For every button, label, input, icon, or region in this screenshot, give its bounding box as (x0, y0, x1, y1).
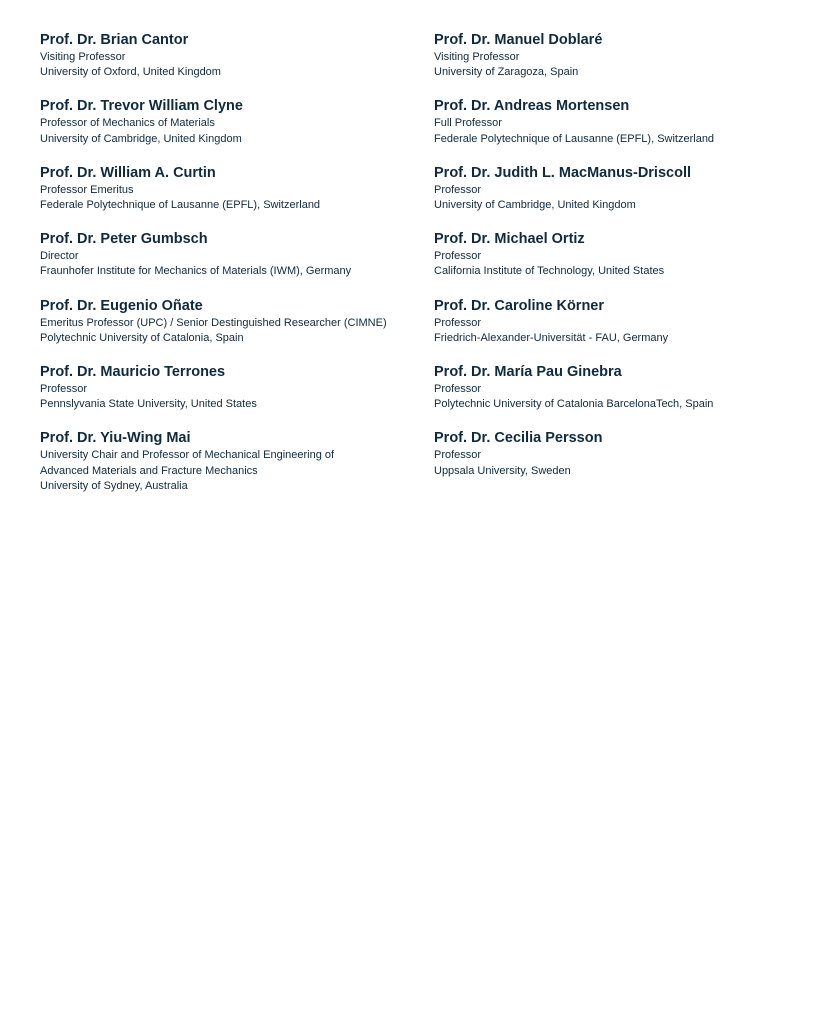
member-position: Professor (434, 316, 482, 329)
member-position: Visiting Professor (434, 51, 520, 63)
member-affiliation: Federale Polytechnique of Lausanne (EPFL), Switzerland (40, 199, 321, 212)
member-name: Prof. Dr. Michael Ortiz (434, 231, 585, 248)
member-entry (40, 164, 434, 213)
member-entry (40, 297, 434, 346)
left-column (40, 31, 434, 511)
board-listing (40, 31, 800, 511)
member-entry (434, 164, 800, 213)
member-position: University Chair and Professor of Mechanical Engineering of (40, 449, 335, 462)
member-position: Professor (434, 250, 482, 263)
member-entry (40, 363, 434, 412)
member-name: Prof. Dr. Trevor William Clyne (40, 98, 243, 115)
member-entry (434, 363, 800, 412)
member-position: Professor (40, 383, 88, 396)
member-entry (40, 97, 434, 146)
member-affiliation: Pennslyvania State University, United States (40, 398, 257, 411)
member-affiliation: Polytechnic University of Catalonia, Spain (40, 331, 244, 344)
right-column (434, 31, 800, 511)
member-affiliation: Federale Polytechnique of Lausanne (EPFL), Switzerland (434, 132, 715, 145)
member-name: Prof. Dr. Peter Gumbsch (40, 231, 208, 248)
member-entry (434, 429, 800, 478)
member-affiliation: University of Sydney, Australia (40, 479, 188, 492)
member-entry (434, 297, 800, 346)
member-name: Prof. Dr. William A. Curtin (40, 164, 216, 181)
member-position: Professor (434, 383, 482, 396)
member-name: Prof. Dr. Manuel Doblaré (434, 32, 603, 48)
member-entry (40, 31, 434, 80)
member-affiliation: University of Zaragoza, Spain (434, 66, 579, 79)
member-name: Prof. Dr. Judith L. MacManus-Driscoll (434, 164, 692, 181)
member-name: Prof. Dr. Caroline Körner (434, 297, 605, 314)
member-position: Professor (434, 449, 482, 462)
member-affiliation: University of Oxford, United Kingdom (40, 66, 221, 79)
member-entry (434, 230, 800, 279)
member-position: Director (40, 250, 79, 263)
member-name: Prof. Dr. María Pau Ginebra (434, 364, 622, 381)
member-affiliation: Polytechnic University of Catalonia BarcelonaTech, Spain (434, 398, 714, 411)
member-position: Professor Emeritus (40, 183, 134, 196)
member-name: Prof. Dr. Yiu-Wing Mai (40, 430, 191, 447)
member-affiliation: Fraunhofer Institute for Mechanics of Materials (IWM), Germany (40, 265, 352, 278)
member-affiliation: California Institute of Technology, United States (434, 265, 665, 278)
member-affiliation: University of Cambridge, United Kingdom (40, 132, 242, 145)
member-position-continued: Advanced Materials and Fracture Mechanics (40, 464, 258, 477)
member-name: Prof. Dr. Cecilia Persson (434, 430, 603, 447)
member-position: Emeritus Professor (UPC) / Senior Destinguished Researcher (CIMNE) (40, 316, 387, 329)
member-position: Visiting Professor (40, 51, 126, 63)
member-affiliation: Friedrich-Alexander-Universität - FAU, Germany (434, 331, 669, 344)
member-affiliation: Uppsala University, Sweden (434, 464, 571, 477)
member-entry (434, 97, 800, 146)
member-entry (40, 429, 434, 494)
member-affiliation: University of Cambridge, United Kingdom (434, 199, 636, 212)
member-name: Prof. Dr. Brian Cantor (40, 32, 189, 48)
member-entry (40, 230, 434, 279)
member-name: Prof. Dr. Eugenio Oñate (40, 297, 203, 314)
member-position: Professor of Mechanics of Materials (40, 117, 215, 130)
member-name: Prof. Dr. Mauricio Terrones (40, 364, 226, 381)
member-name: Prof. Dr. Andreas Mortensen (434, 98, 630, 115)
member-entry (434, 31, 800, 80)
member-position: Professor (434, 183, 482, 196)
member-position: Full Professor (434, 117, 502, 130)
